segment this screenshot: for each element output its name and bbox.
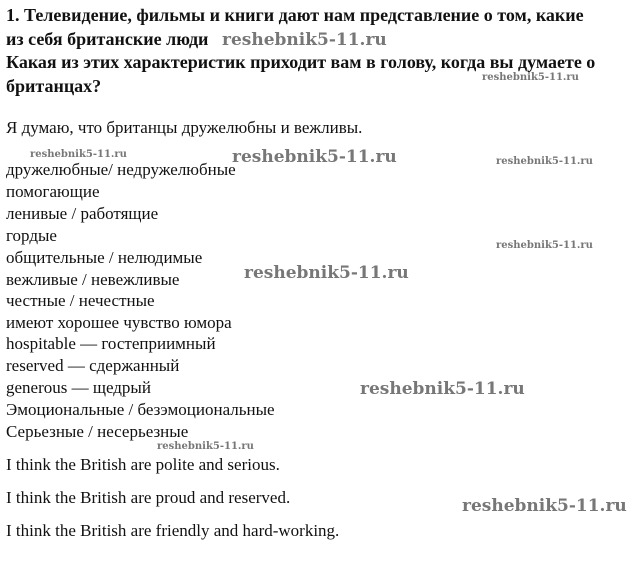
trait-item: дружелюбные/ недружелюбные — [6, 160, 236, 179]
trait-item: гордые — [6, 226, 57, 245]
trait-item: hospitable — гостеприимный — [6, 334, 216, 353]
answer-en: I think the British are proud and reserved. — [6, 488, 291, 507]
watermark: reshebnik5-11.ru — [244, 263, 409, 283]
watermark: reshebnik5-11.ru — [157, 441, 254, 452]
watermark: reshebnik5-11.ru — [30, 149, 127, 160]
trait-item: честные / нечестные — [6, 291, 155, 310]
trait-item: Эмоциональные / безэмоциональные — [6, 400, 275, 419]
trait-item: Серьезные / несерьезные — [6, 422, 189, 441]
watermark: reshebnik5-11.ru — [232, 147, 397, 167]
heading-line: Какая из этих характеристик приходит вам в голову, когда вы думаете о — [6, 52, 596, 72]
watermark: reshebnik5-11.ru — [496, 156, 593, 167]
trait-item: reserved — сдержанный — [6, 356, 180, 375]
trait-item: вежливые / невежливые — [6, 270, 180, 289]
watermark: reshebnik5-11.ru — [496, 240, 593, 251]
trait-item: общительные / нелюдимые — [6, 248, 203, 267]
trait-item: имеют хорошее чувство юмора — [6, 313, 232, 332]
watermark: reshebnik5-11.ru — [462, 496, 627, 516]
trait-item: помогающие — [6, 182, 100, 201]
answer-en: I think the British are friendly and hard-working. — [6, 521, 340, 540]
trait-item: generous — щедрый — [6, 378, 151, 397]
watermark: reshebnik5-11.ru — [222, 30, 387, 50]
heading-line: британцах? — [6, 76, 102, 96]
answer-ru: Я думаю, что британцы дружелюбны и вежливы. — [6, 118, 363, 137]
watermark: reshebnik5-11.ru — [482, 72, 579, 83]
heading-line: 1. Телевидение, фильмы и книги дают нам представление о том, какие — [6, 5, 584, 25]
heading-line: из себя британские люди — [6, 29, 209, 49]
answer-en: I think the British are polite and serious. — [6, 455, 280, 474]
watermark: reshebnik5-11.ru — [360, 379, 525, 399]
trait-item: ленивые / работящие — [6, 204, 159, 223]
